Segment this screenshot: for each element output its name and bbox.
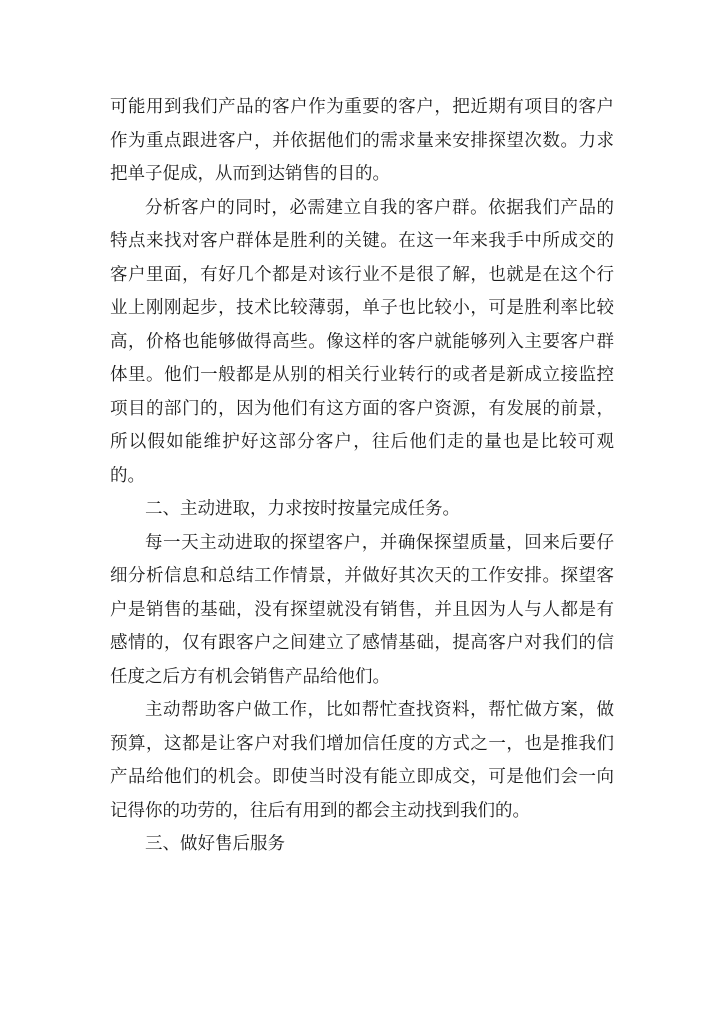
document-body — [110, 91, 614, 862]
paragraph-customer-priority: 可能用到我们产品的客户作为重要的客户，把近期有项目的客户作为重点跟进客户，并依据他们的需求量来安排探望次数。力求把单子促成，从而到达销售的目的。 — [110, 97, 614, 184]
section-heading-proactive: 二、主动进取，力求按时按量完成任务。 — [145, 499, 460, 519]
paragraph-daily-visits: 每一天主动进取的探望客户，并确保探望质量，回来后要仔细分析信息和总结工作情景，并做好其次天的工作安排。探望客户是销售的基础，没有探望就没有销售，并且因为人与人都是有感情的，仅有跟客户之间建立了感情基础，提高客户对我们的信任度之后方有机会销售产品给他们。 — [110, 532, 614, 687]
section-heading-after-sales: 三、做好售后服务 — [145, 834, 285, 854]
paragraph-customer-group: 分析客户的同时，必需建立自我的客户群。依据我们产品的特点来找对客户群体是胜利的关键。在这一年来我手中所成交的客户里面，有好几个都是对该行业不是很了解，也就是在这个行业上刚刚起步，技术比较薄弱，单子也比较小，可是胜利率比较高，价格也能够做得高些。像这样的客户就能够列入主要客户群体里。他们一般都是从别的相关行业转行的或者是新成立接监控项目的部门的，因为他们有这方面的客户资源，有发展的前景，所以假如能维护好这部分客户，往后他们走的量也是比较可观的。 — [110, 197, 614, 486]
paragraph-help-customers: 主动帮助客户做工作，比如帮忙查找资料，帮忙做方案，做预算，这都是让客户对我们增加信任度的方式之一，也是推我们产品给他们的机会。即使当时没有能立即成交，可是他们会一向记得你的功劳的，往后有用到的都会主动找到我们的。 — [110, 700, 614, 821]
